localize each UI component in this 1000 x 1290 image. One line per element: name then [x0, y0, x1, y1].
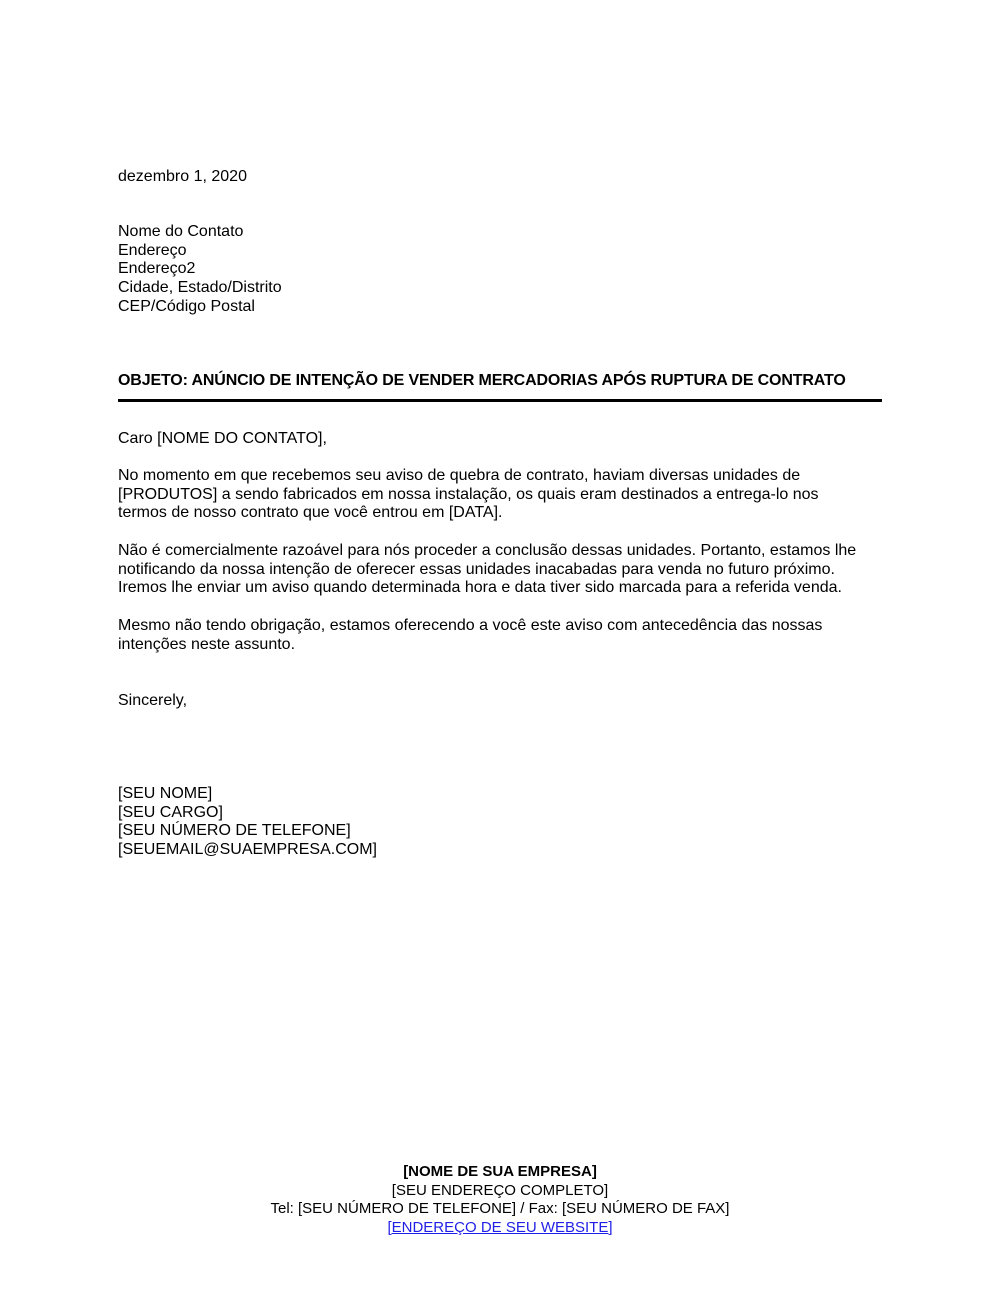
footer-company-name: [NOME DE SUA EMPRESA]: [403, 1163, 597, 1180]
signature-title: [SEU CARGO]: [118, 803, 223, 821]
footer-address: [SEU ENDEREÇO COMPLETO]: [391, 1181, 609, 1199]
paragraph-line: Iremos lhe enviar um aviso quando determinada hora e data tiver sido marcada para a referida venda.: [118, 579, 842, 597]
recipient-postal-code: CEP/Código Postal: [118, 297, 255, 315]
letter-date: dezembro 1, 2020: [118, 168, 247, 185]
paragraph-line: [PRODUTOS] a sendo fabricados em nossa instalação, os quais eram destinados a entrega-lo nos: [118, 485, 819, 503]
body-paragraph-1: [118, 467, 819, 523]
body-paragraph-2: [118, 542, 856, 598]
paragraph-line: termos de nosso contrato que você entrou em [DATA].: [118, 504, 503, 522]
paragraph-line: intenções neste assunto.: [118, 635, 296, 653]
recipient-address-line-2: Endereço2: [118, 260, 196, 278]
signature-email: [SEUEMAIL@SUAEMPRESA.COM]: [118, 841, 377, 859]
signature-name: [SEU NOME]: [118, 785, 213, 802]
paragraph-line: No momento em que recebemos seu aviso de quebra de contrato, haviam diversas unidades de: [118, 467, 801, 484]
recipient-address-line-1: Endereço: [118, 241, 187, 259]
recipient-address-block: [118, 223, 282, 317]
subject-divider: [118, 399, 882, 402]
paragraph-line: Mesmo não tendo obrigação, estamos oferecendo a você este aviso com antecedência das nossas: [118, 617, 823, 634]
salutation: Caro [NOME DO CONTATO],: [118, 430, 327, 447]
paragraph-line: Não é comercialmente razoável para nós proceder a conclusão dessas unidades. Portanto, estamos lhe: [118, 542, 857, 559]
closing: Sincerely,: [118, 692, 188, 709]
paragraph-line: notificando da nossa intenção de oferecer essas unidades inacabadas para venda no futuro próximo.: [118, 560, 835, 578]
subject-line: OBJETO: ANÚNCIO DE INTENÇÃO DE VENDER MERCADORIAS APÓS RUPTURA DE CONTRATO: [118, 372, 846, 389]
recipient-name: Nome do Contato: [118, 223, 244, 240]
footer-contact: Tel: [SEU NÚMERO DE TELEFONE] / Fax: [SEU NÚMERO DE FAX]: [270, 1200, 730, 1217]
body-paragraph-3: [118, 617, 822, 654]
signature-block: [118, 785, 377, 860]
recipient-city-state: Cidade, Estado/Distrito: [118, 279, 282, 297]
page-footer: [0, 1163, 1000, 1237]
footer-website-link[interactable]: [ENDEREÇO DE SEU WEBSITE]: [387, 1218, 613, 1236]
signature-phone: [SEU NÚMERO DE TELEFONE]: [118, 822, 351, 840]
